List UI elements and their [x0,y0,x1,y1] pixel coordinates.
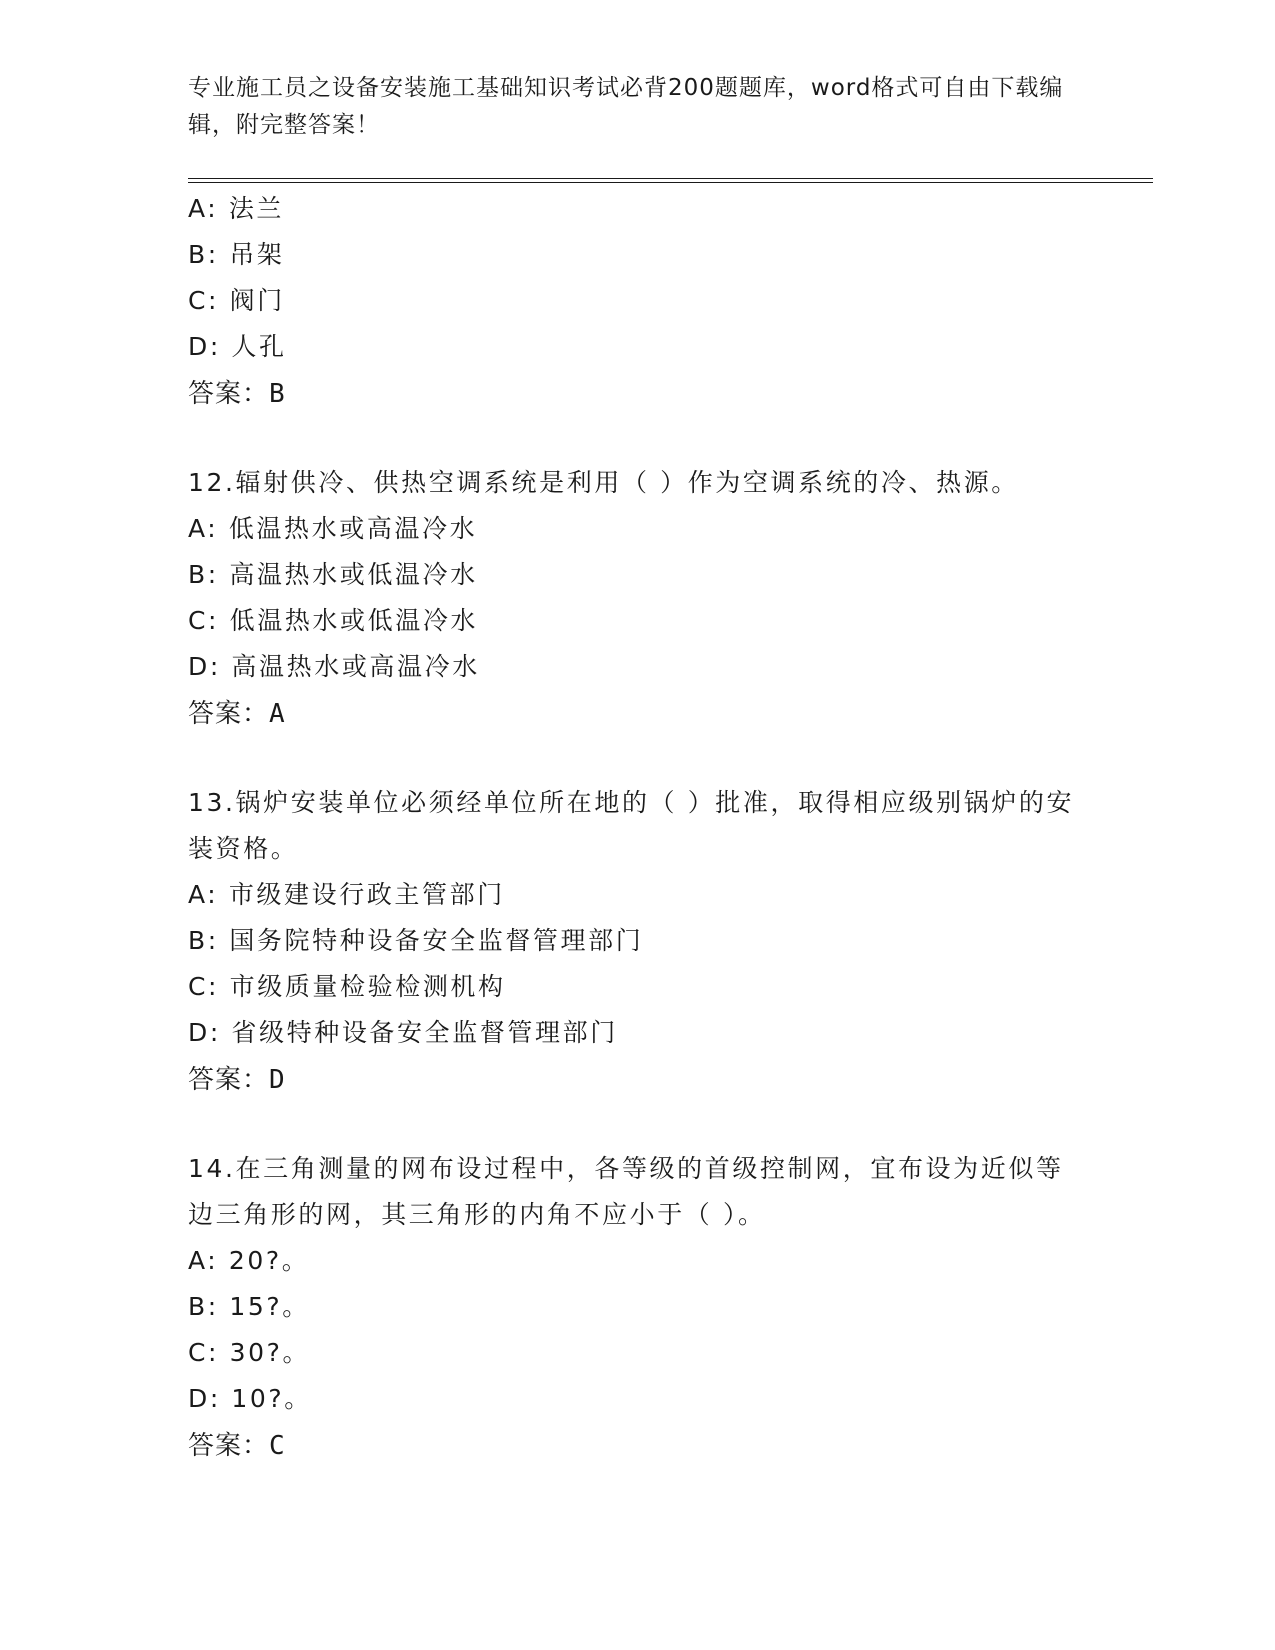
answer-label: 答案： [188,1064,270,1094]
option-c: C: 市级质量检验检测机构 [188,972,506,1001]
spacer [188,1102,1088,1146]
answer-label: 答案： [188,698,270,728]
spacer [188,416,1088,460]
option-b: B: 15?。 [188,1292,310,1321]
option-a: A: 法兰 [188,194,285,223]
answer-value: C [269,1431,286,1461]
answer-line [188,690,1088,736]
option-c: C: 阀门 [188,286,285,315]
question-block-14 [188,1146,1088,1468]
answer-line [188,1056,1088,1102]
answer-label: 答案： [188,1430,270,1460]
option-d: D: 人孔 [188,332,287,361]
header-divider-top [188,178,1153,179]
question-block-13 [188,780,1088,1102]
spacer [188,736,1088,780]
document-header [188,70,1088,144]
option-c: C: 低温热水或低温冷水 [188,606,479,635]
question-text: 12.辐射供冷、供热空调系统是利用（ ）作为空调系统的冷、热源。 [188,468,1019,497]
answer-value: B [269,379,286,409]
header-title: 专业施工员之设备安装施工基础知识考试必背200题题库，word格式可自由下载编辑，附完整答案！ [188,75,1064,138]
option-b: B: 高温热水或低温冷水 [188,560,478,589]
answer-line [188,370,1088,416]
question-text: 14.在三角测量的网布设过程中，各等级的首级控制网，宜布设为近似等边三角形的网，其三角形的内角不应小于（ ）。 [188,1154,1064,1229]
option-a: A: 低温热水或高温冷水 [188,514,478,543]
question-text: 13.锅炉安装单位必须经单位所在地的（ ）批准，取得相应级别锅炉的安装资格。 [188,788,1075,863]
question-list [188,186,1088,1468]
question-block-11 [188,186,1088,416]
question-block-12 [188,460,1088,736]
header-divider-bottom [188,182,1153,183]
option-d: D: 省级特种设备安全监督管理部门 [188,1018,618,1047]
option-a: A: 20?。 [188,1246,310,1275]
answer-value: A [269,699,286,729]
answer-value: D [269,1065,286,1095]
option-b: B: 国务院特种设备安全监督管理部门 [188,926,644,955]
answer-label: 答案： [188,378,270,408]
option-d: D: 高温热水或高温冷水 [188,652,480,681]
answer-line [188,1422,1088,1468]
option-d: D: 10?。 [188,1384,312,1413]
option-c: C: 30?。 [188,1338,311,1367]
option-a: A: 市级建设行政主管部门 [188,880,505,909]
option-b: B: 吊架 [188,240,285,269]
